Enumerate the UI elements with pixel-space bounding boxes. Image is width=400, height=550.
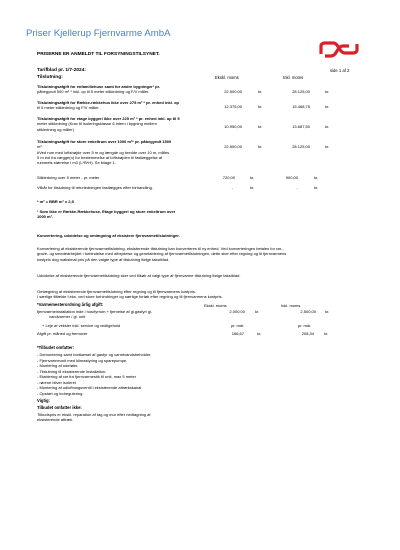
row-unit: kr.: [258, 89, 263, 94]
col-incl-header: Inkl. moms: [283, 75, 304, 80]
row-unit: kr.: [255, 309, 260, 314]
not-included-text: [37, 412, 150, 423]
row-line: Tilslutningsafgift for enfamiliehuse samt for andre bygninger¹ pr.: [37, 84, 161, 89]
row-incl: 15.468,75: [292, 104, 310, 109]
udvidelse-paragraph: Udvidelse af eksisterende fjernvarmetilslutning sker ved tilkøb af valgt type af fjernvarme tilslutning ifølge takstblad.: [37, 273, 241, 278]
list-item: - Tilslutning til eksisterende installation.: [37, 368, 107, 374]
not-included-heading: Tilbudet omfatter ikke:: [37, 405, 82, 410]
list-item: - Opstart og indregulering.: [37, 390, 84, 396]
list-item: - Montering af udluftningsventil i eksisterende aftrækskanal: [37, 385, 142, 390]
row-line: Tilslutningsafgift for Række-rækkehus ikke over 275 m² * pr. enhed inkl. op: [37, 100, 179, 105]
list-item: - Fjernvarmeunit med klimastyring og sparepumpe.: [37, 357, 128, 363]
col-excl-header: Ekskl. moms: [204, 303, 227, 308]
row-line: fjernvarmeinstallation inde i hus/fyrrum + fjernelse af gl.gasfyr/ gl.: [37, 309, 153, 314]
footnote-line: ¹ Som ikke er Række-Rækkehuse, Etage byggeri og store enkeltrum over: [37, 209, 176, 214]
table-row: Vilkår for tilslutning til returledningen fastlægges efter forhandling.: [37, 185, 153, 190]
list-item: - rørene bliver isoleret: [37, 379, 76, 385]
row-line: #Ved rum med loftshøjde over 5 m og længde og bredde over 10 m, måles: [37, 149, 170, 155]
paragraph-line: grave- og smedearbejdet i forbindelse med afbrydelse og genetablering af fjernvarmetilslutningen, dette sker efter regning og til fjernvarmens: [37, 251, 287, 257]
row-unit: kr.: [325, 309, 330, 314]
row-incl: 2.500,00: [300, 309, 316, 314]
vigtigt-label: Vigtig:: [37, 398, 50, 403]
row-unit: kr.: [325, 124, 330, 129]
row-unit: kr.: [258, 124, 263, 129]
paragraph-line: eksisterende aftræk.: [37, 417, 74, 423]
konvertering-paragraph: [37, 246, 377, 262]
row-line: Tilslutningsafgift for store enkeltrum over 1000 m²* pr. påbegyndt 1500: [37, 139, 172, 144]
section-title: PRISERNE ER ANMELDT TIL FORSYNINGSTILSYNET.: [37, 52, 160, 57]
omlaegning-paragraph: [37, 289, 223, 300]
row-unit: kr.: [250, 185, 255, 190]
col-excl-header: Ekskl. moms: [215, 75, 239, 80]
row-incl: 28.125,00: [292, 89, 310, 94]
konvertering-heading: Konvertering, udvidelse og omlægning af eksistere fjernvarmetilslutninger.: [37, 233, 180, 238]
table-row: [37, 116, 180, 132]
table-row: Afgift pr. måned og fremover: [37, 331, 88, 336]
paragraph-line: Omlægning af eksisterende fjernvarmetilslutning efter regning og til fjernvarmens kostpris.: [37, 289, 196, 294]
row-line: meter stikledning (Krav til isoleringsklasse 6 intern i bygning mellem: [37, 121, 157, 127]
row-unit: kr.: [325, 144, 330, 149]
row-incl: 900,00: [285, 175, 298, 180]
row-incl: pr. mdr.: [298, 323, 312, 328]
row-excl: 166,67: [231, 331, 244, 336]
footnote-line: 1000 m².: [37, 214, 54, 220]
footnote-star: * m² = BBR m² x 2,5: [37, 199, 74, 204]
tilbud-list: [37, 352, 151, 396]
row-excl: 22.500,00: [224, 144, 242, 149]
list-item: - Demontering samt bortkørsel af gasfyr og varmtvandsbeholder.: [37, 352, 152, 357]
paragraph-line: Konvertering af eksisterende fjernvarmetilslutning, eksisterende tilslutning kan konverteres til ny enhed. Ved konverteringen betales for rør-,: [37, 246, 284, 251]
paragraph-line: I særlige tilfælde f.eks. ved store forhindringer og særlige forløb efter regning og til fjernvarmens kostpris.: [37, 294, 223, 300]
row-unit: kr.: [258, 104, 263, 109]
table-row: [37, 100, 179, 111]
paragraph-line: kostpris dog maksimal pris på den valgte type af tilslutning ifølge takstblad.: [37, 256, 170, 262]
price-title: Tarifblad pr. 1/7-2024:: [37, 68, 86, 73]
page-number: side 1 af 2: [330, 68, 350, 73]
row-line: stikledning og måler): [37, 126, 74, 132]
row-excl: 2.000,00: [229, 309, 245, 314]
row-line: 5 m ind fra vægge(n) for bestemmelse af loftshøjden til fastlæggelse af: [37, 154, 163, 160]
row-incl: 208,34: [301, 331, 314, 336]
row-unit: kr.: [257, 331, 262, 336]
row-excl: 10.950,00: [224, 124, 242, 129]
row-incl: 28.125,00: [292, 144, 310, 149]
row-excl: 720,00: [222, 175, 235, 180]
row-line: vandvarmer / gl. unit: [49, 314, 86, 320]
company-title: Priser Kjellerup Fjernvarme AmbA: [26, 28, 171, 39]
footnote-one: [37, 209, 175, 220]
red-logo-icon: [319, 40, 359, 58]
tilbud-heading: *Tilbudet omfatter:: [37, 345, 75, 350]
table-row: + Leje af veksler inkl. service og vedligehold: [42, 323, 121, 328]
table-row: [37, 84, 160, 95]
row-unit: kr.: [324, 331, 329, 336]
row-excl: pr. mdr.: [231, 323, 245, 328]
row-excl: 22.500,00: [224, 89, 242, 94]
list-item: - Etablering af rør fra fjernvarmestik til unit, max 5 meter: [37, 374, 136, 379]
table-row: [37, 309, 152, 320]
row-unit: kr.: [325, 104, 330, 109]
row-unit: kr.: [258, 144, 263, 149]
col-incl-header: Inkl. moms: [281, 303, 301, 308]
row-excl: -: [231, 185, 233, 190]
list-item: - Montering af udeføler.: [37, 363, 79, 368]
row-incl: 13.687,50: [292, 124, 310, 129]
table-title: Tilslutning:: [37, 75, 63, 80]
row-line: m².: [37, 144, 43, 150]
row-unit: kr.: [325, 89, 330, 94]
row-line: påbegyndt 500 m² * inkl. op til 5 meter stikledning og F/V måler.: [37, 89, 150, 95]
paragraph-line: Tilbudspris er ekskl. reparation af tag og mur efter nedtagning af: [37, 412, 151, 417]
row-unit: kr.: [250, 175, 255, 180]
row-incl: -: [296, 185, 298, 190]
row-unit: kr.: [314, 185, 319, 190]
row-unit: kr.: [314, 175, 319, 180]
row-line: rummets størrelse i m3 (L*B*H). Se bilage 1.: [37, 160, 116, 166]
row-excl: 12.375,00: [224, 104, 242, 109]
table-row: [37, 139, 171, 165]
row-line: Tilslutningsafgift for etage byggeri ikke over 225 m² * pr. enhed inkl. op til 5: [37, 116, 180, 121]
varmemester-title: *Varmemesterordning årlig afgift:: [37, 302, 104, 307]
table-row: Stikledning over 5 meter - pr. meter: [37, 175, 100, 180]
row-line: til 5 meter stikledning og F/V måler.: [37, 105, 100, 111]
